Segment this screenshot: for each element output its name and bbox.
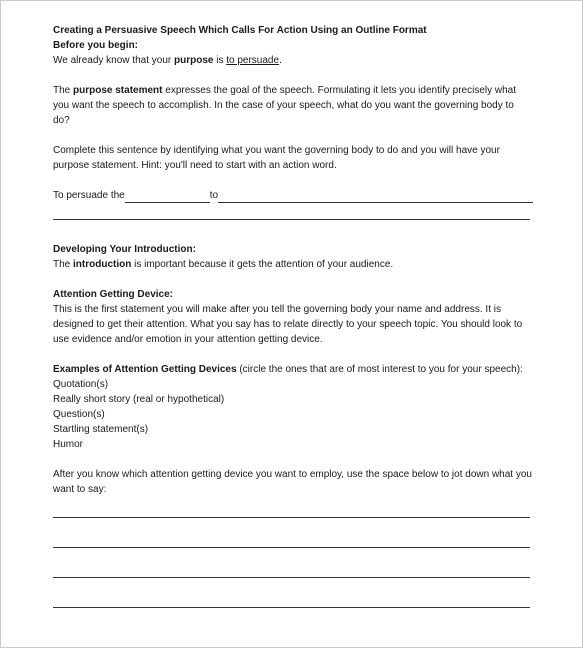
examples-heading: Examples of Attention Getting Devices [53,364,237,375]
intro-text [53,257,533,272]
attention-heading: Attention Getting Device: [53,289,174,300]
intro-bold: introduction [73,259,132,270]
examples-heading-line [53,362,533,377]
before-end: . [279,55,282,66]
answer-line-4[interactable] [53,607,530,608]
document-title: Creating a Persuasive Speech Which Calls For Action Using an Outline Format [53,25,427,36]
intro-pre: The [53,259,74,270]
complete-text: Complete this sentence by identifying what you want the governing body to do and you will have your purpose statement. Hint: you'll need to start with an action word. [53,145,500,171]
document-content [53,23,533,608]
purpose-text [53,83,533,128]
example-item: Really short story (real or hypothetical) [53,394,225,405]
examples-rest: (circle the ones that are of most interest to you for your speech): [236,364,523,375]
after-text: After you know which attention getting device you want to employ, use the space below to jot down what you want to say: [53,469,532,495]
before-bold: purpose [174,55,214,66]
before-underline: to persuade [226,55,280,66]
example-item: Startling statement(s) [53,424,149,435]
example-item: Quotation(s) [53,379,109,390]
attention-text: This is the first statement you will make after you tell the governing body your name and address. It is designed to get their attention. What you say has to relate directly to your speech topic. You should look to use evidence and/or emotion in your attention getting device. [53,304,523,345]
intro-heading: Developing Your Introduction: [53,244,196,255]
before-text [53,53,533,68]
purpose-bold: purpose statement [73,85,163,96]
persuade-pre: To persuade the [53,190,125,201]
example-item: Humor [53,439,84,450]
before-heading: Before you begin: [53,40,139,51]
persuade-blank-1[interactable] [125,190,210,203]
purpose-rest: expresses the goal of the speech. Formulating it lets you identify precisely what you want the speech to accomplish. In the case of your speech, what do you want the governing body to do? [53,85,516,126]
before-mid: is [213,55,227,66]
purpose-pre: The [53,85,74,96]
persuade-to: to [209,190,219,201]
persuade-fill-row [53,188,533,203]
example-item: Question(s) [53,409,105,420]
persuade-blank-2[interactable] [218,190,533,203]
before-pre: We already know that your [53,55,174,66]
intro-rest: is important because it gets the attention of your audience. [131,259,394,270]
